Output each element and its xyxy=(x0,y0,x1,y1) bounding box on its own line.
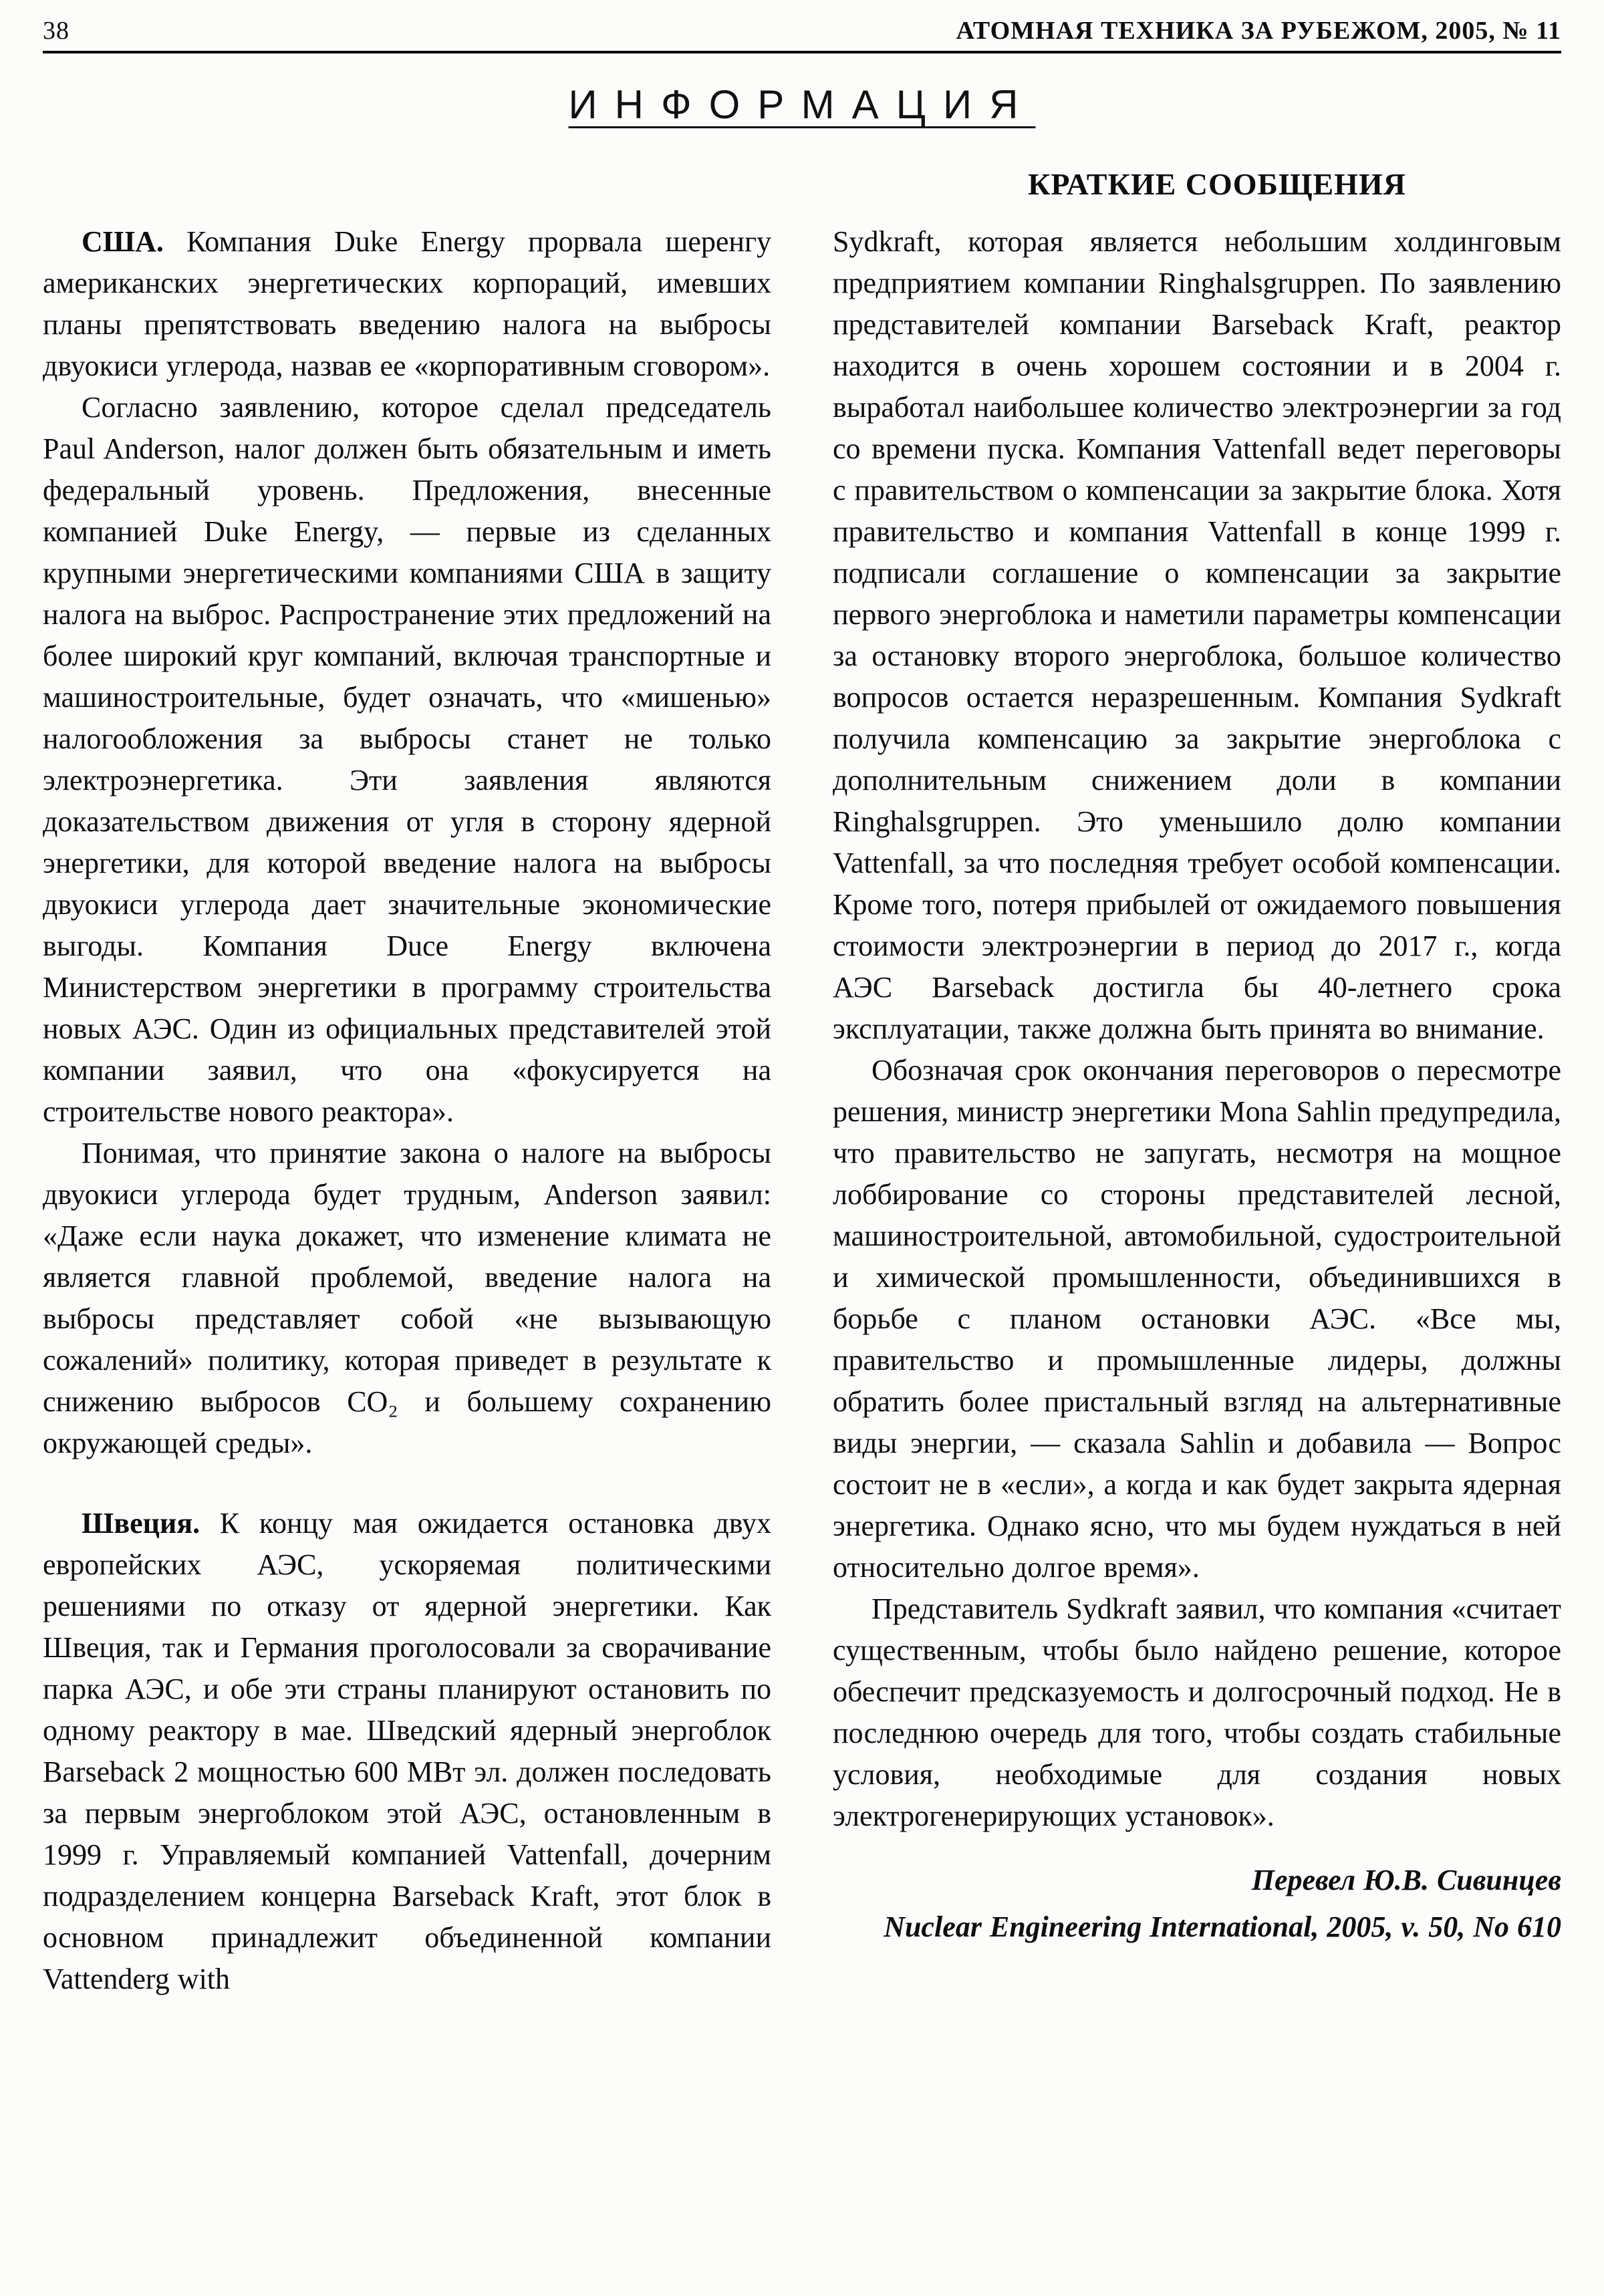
left-column xyxy=(43,166,771,2000)
journal-title: АТОМНАЯ ТЕХНИКА ЗА РУБЕЖОМ, 2005, № 11 xyxy=(956,17,1561,45)
paragraph-understanding xyxy=(43,1133,771,1464)
section-heading: КРАТКИЕ СООБЩЕНИЯ xyxy=(1028,167,1406,201)
paragraph-representative-text: Представитель Sydkraft заявил, что компания «считает существенным, чтобы было найдено решение, которое обеспечит предсказуемость и долгосрочный подход. Не в последнюю очередь для того, чтобы создать стабильные условия, необходимые для создания новых электрогенерирующих установок». xyxy=(833,1592,1561,1832)
translator-credit: Перевел Ю.В. Сивинцев xyxy=(1251,1864,1561,1896)
paragraph-sweden-text: К концу мая ожидается остановка двух европейских АЭС, ускоряемая политическими решениями по отказу от ядерной энергетики. Как Швеция, так и Германия проголосовали за сворачивание парка АЭС, и обе эти страны планируют остановить по одному реактору в мае. Шведский ядерный энергоблок Barseback 2 мощностью 600 МВт эл. должен последовать за первым энергоблоком этой АЭС, остановленным в 1999 г. Управляемый компанией Vattenfall, дочерним подразделением концерна Barseback Kraft, этот блок в основном принадлежит объединенной компании Vattenderg with xyxy=(43,1507,771,1995)
paragraph-usa-text: Компания Duke Energy прорвала шеренгу американских энергетических корпораций, имевших планы препятствовать введению налога на выбросы двуокиси углерода, назвав ее «корпоративным сговором». xyxy=(43,225,771,382)
paragraph-statement xyxy=(43,387,771,1133)
paragraph-negotiations-text: Обозначая срок окончания переговоров о пересмотре решения, министр энергетики Mona Sahlin предупредила, что правительство не запугать, несмотря на мощное лоббирование со стороны представителей лесной, машиностроительной, автомобильной, судостроительной и химической промышленности, объединившихся в борьбе с планом остановки АЭС. «Все мы, правительство и промышленные лидеры, должны обратить более пристальный взгляд на альтернативные виды энергии, — сказала Sahlin и добавила — Вопрос состоит не в «если», а когда и как будет закрыта ядерная энергетика. Однако ясно, что мы будем нуждаться в ней относительно долгое время». xyxy=(833,1054,1561,1584)
two-column-layout xyxy=(43,166,1561,2000)
paragraph-usa xyxy=(43,221,771,387)
right-column xyxy=(833,166,1561,2000)
paragraph-understanding-text: Понимая, что принятие закона о налоге на выбросы двуокиси углерода будет трудным, Anderson заявил: «Даже если наука докажет, что изменение климата не является главной проблемой, введение налога на выбросы представляет собой «не вызывающую сожалений» политику, которая приведет в результате к снижению выбросов CO₂ и большему сохранению окружающей среды». xyxy=(43,1137,771,1459)
page-header xyxy=(43,16,1561,45)
header-rule xyxy=(43,51,1561,53)
paragraph-statement-text: Согласно заявлению, которое сделал председатель Paul Anderson, налог должен быть обязательным и иметь федеральный уровень. Предложения, внесенные компанией Duke Energy, — первые из сделанных крупными энергетическими компаниями США в защиту налога на выброс. Распространение этих предложений на более широкий круг компаний, включая транспортные и машиностроительные, будет означать, что «мишенью» налогообложения за выбросы станет не только электроэнергетика. Эти заявления являются доказательством движения от угля в сторону ядерной энергетики, для которой введение налога на выбросы двуокиси углерода дает значительные экономические выгоды. Компания Duce Energy включена Министерством энергетики в программу строительства новых АЭС. Один из официальных представителей этой компании заявил, что она «фокусируется на строительстве нового реактора». xyxy=(43,391,771,1128)
page-title: ИНФОРМАЦИЯ xyxy=(568,82,1036,127)
paragraph-sweden-lead: Швеция. xyxy=(82,1507,200,1540)
paragraph-representative xyxy=(833,1588,1561,1837)
paragraph-negotiations xyxy=(833,1050,1561,1588)
paragraph-sweden xyxy=(43,1503,771,2000)
paragraph-usa-lead: США. xyxy=(82,225,164,258)
paragraph-sydkraft-text: Sydkraft, которая является небольшим холдинговым предприятием компании Ringhalsgruppen. По заявлению представителей компании Barseback Kraft, реактор находится в очень хорошем состоянии и в 2004 г. выработал наибольшее количество электроэнергии за год со времени пуска. Компания Vattenfall ведет переговоры с правительством о компенсации за закрытие блока. Хотя правительство и компания Vattenfall в конце 1999 г. подписали соглашение о компенсации за закрытие первого энергоблока и наметили параметры компенсации за остановку второго энергоблока, большое количество вопросов остается неразрешенным. Компания Sydkraft получила компенсацию за закрытие энергоблока с дополнительным снижением доли в компании Ringhalsgruppen. Это уменьшило долю компании Vattenfall, за что последняя требует особой компенсации. Кроме того, потеря прибылей от ожидаемого повышения стоимости электроэнергии в период до 2017 г., когда АЭС Barseback достигла бы 40-летнего срока эксплуатации, также должна быть принята во внимание. xyxy=(833,225,1561,1045)
page-number: 38 xyxy=(43,17,70,45)
source-citation: Nuclear Engineering International, 2005, v. 50, No 610 xyxy=(884,1910,1561,1943)
paragraph-sydkraft xyxy=(833,221,1561,1050)
